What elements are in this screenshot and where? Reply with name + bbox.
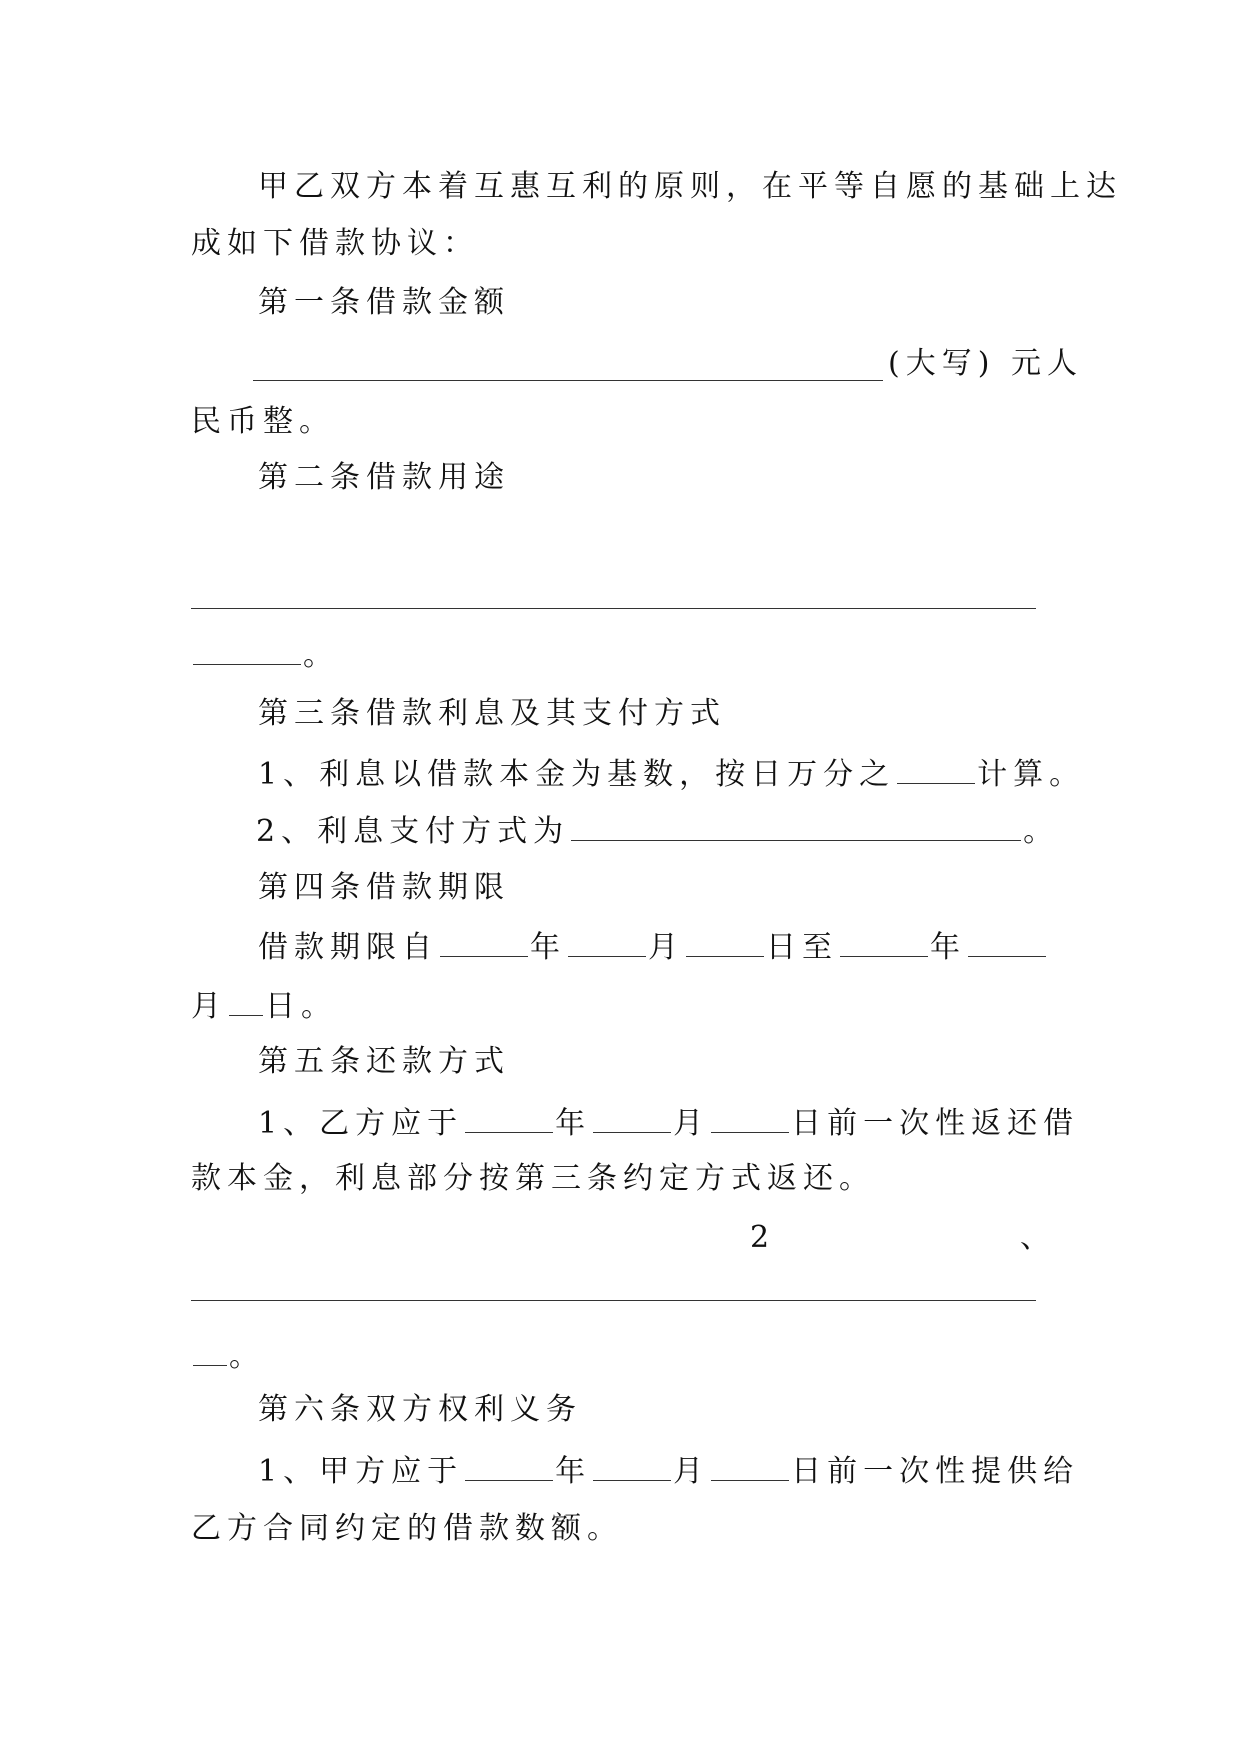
- repay-day-blank[interactable]: [711, 1102, 789, 1133]
- end-month-blank[interactable]: [968, 926, 1046, 957]
- day-to-label: 日至: [766, 930, 838, 965]
- purpose-blank-line-2[interactable]: [193, 634, 301, 665]
- year-label: 年: [530, 930, 566, 965]
- start-day-blank[interactable]: [686, 926, 764, 957]
- month-label: 月: [673, 1454, 710, 1489]
- interest-rate-text: 1、利息以借款本金为基数，按日万分之: [258, 757, 896, 792]
- repayment-item-2-blank-line-1[interactable]: [191, 1300, 1036, 1301]
- repayment-text: 1、乙方应于: [258, 1106, 464, 1141]
- amount-suffix: (大写) 元人: [888, 346, 1083, 381]
- repay-year-blank[interactable]: [465, 1102, 553, 1133]
- end-year-blank[interactable]: [840, 926, 928, 957]
- provide-day-blank[interactable]: [711, 1450, 789, 1481]
- start-month-blank[interactable]: [568, 926, 646, 957]
- intro-paragraph-line-1: 甲乙双方本着互惠互利的原则，在平等自愿的基础上达: [258, 169, 1122, 204]
- repay-month-blank[interactable]: [593, 1102, 671, 1133]
- end-day-blank[interactable]: [229, 985, 263, 1016]
- year-label: 年: [555, 1106, 592, 1141]
- interest-payment-clause: [256, 810, 1059, 852]
- article-3-heading: 第三条借款利息及其支付方式: [258, 696, 726, 731]
- amount-line-2: 民币整。: [191, 404, 335, 439]
- loan-term-text: 借款期限自: [258, 930, 438, 965]
- repayment-item-2-line-2: [191, 1335, 265, 1377]
- article-1-heading: 第一条借款金额: [258, 285, 510, 320]
- interest-rate-clause: [258, 753, 1085, 795]
- day-label: 日。: [265, 989, 337, 1024]
- repayment-text-end: 日前一次性返还借: [791, 1106, 1080, 1141]
- lender-obligation-clause: [258, 1450, 1079, 1492]
- year-label: 年: [930, 930, 966, 965]
- loan-term-line-2: [191, 985, 337, 1027]
- article-6-heading: 第六条双方权利义务: [258, 1392, 582, 1427]
- article-4-heading: 第四条借款期限: [258, 870, 510, 905]
- repayment-item-2-number: 2: [750, 1220, 776, 1255]
- amount-blank[interactable]: [253, 380, 883, 381]
- lender-obligation-line-2: 乙方合同约定的借款数额。: [191, 1511, 623, 1546]
- month-label: 月: [191, 989, 227, 1024]
- lender-obligation-text: 1、甲方应于: [258, 1454, 464, 1489]
- interest-payment-blank[interactable]: [571, 810, 1021, 841]
- lender-obligation-text-end: 日前一次性提供给: [791, 1454, 1080, 1489]
- provide-year-blank[interactable]: [465, 1450, 553, 1481]
- repayment-clause: [258, 1102, 1079, 1144]
- provide-month-blank[interactable]: [593, 1450, 671, 1481]
- loan-term-clause: [258, 926, 1048, 968]
- repayment-item-2-end: 。: [229, 1339, 265, 1374]
- interest-rate-blank[interactable]: [897, 753, 975, 784]
- interest-payment-text: 2、利息支付方式为: [256, 814, 570, 849]
- interest-payment-end: 。: [1023, 814, 1060, 849]
- repayment-item-2-blank-line-2[interactable]: [193, 1335, 227, 1366]
- article-5-heading: 第五条还款方式: [258, 1044, 510, 1079]
- year-label: 年: [555, 1454, 592, 1489]
- month-label: 月: [673, 1106, 710, 1141]
- purpose-line-2: [191, 634, 339, 676]
- repayment-item-2-separator: 、: [1020, 1220, 1056, 1255]
- intro-paragraph-line-2: 成如下借款协议：: [191, 226, 479, 261]
- purpose-blank-line-1[interactable]: [191, 608, 1036, 609]
- start-year-blank[interactable]: [440, 926, 528, 957]
- purpose-end-mark: 。: [303, 638, 339, 673]
- repayment-line-2: 款本金，利息部分按第三条约定方式返还。: [191, 1161, 875, 1196]
- article-2-heading: 第二条借款用途: [258, 460, 510, 495]
- interest-rate-end: 计算。: [977, 757, 1086, 792]
- month-label: 月: [648, 930, 684, 965]
